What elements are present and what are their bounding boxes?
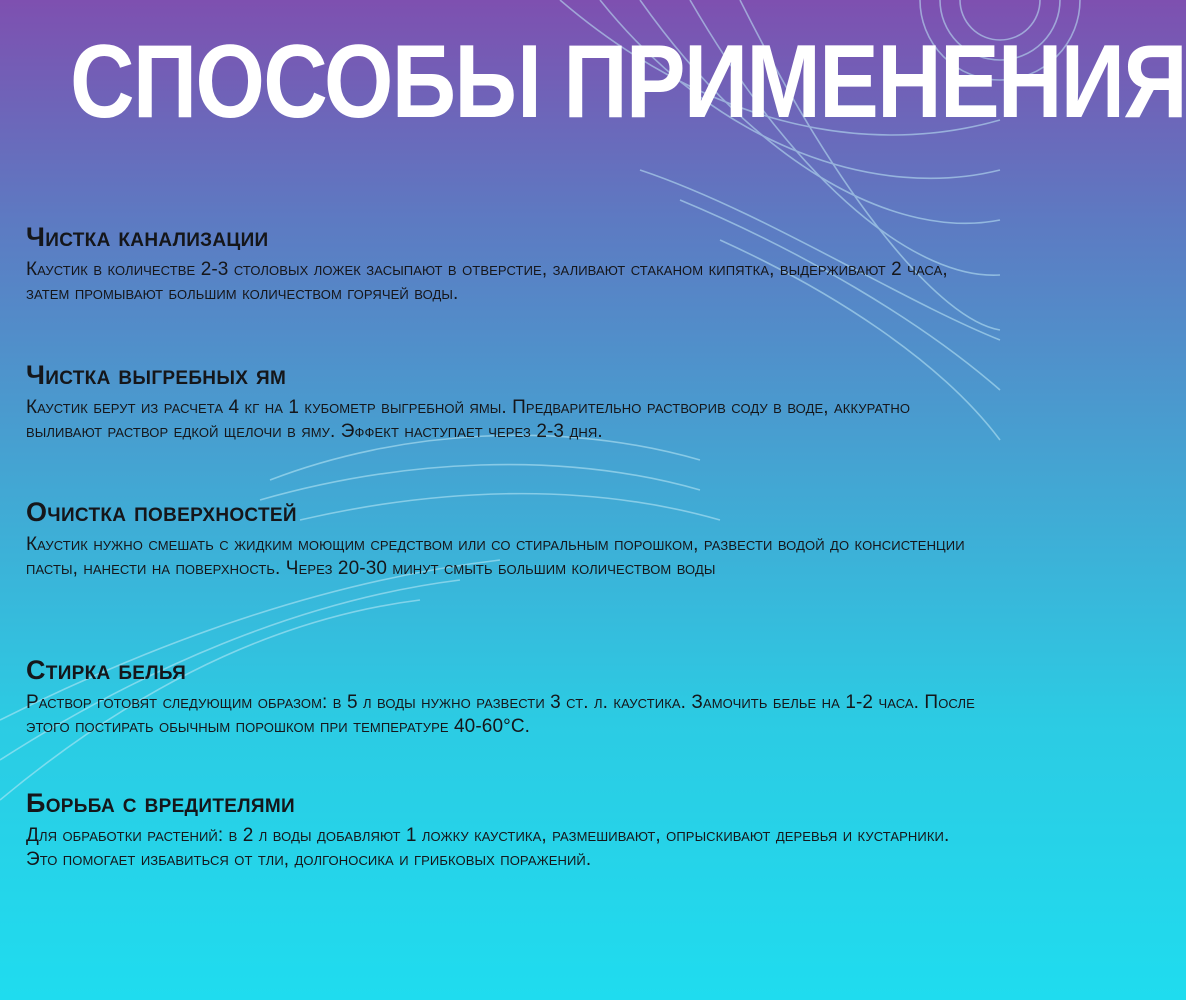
section-body: Каустик нужно смешать с жидким моющим средством или со стиральным порошком, развести водой до консистенции пасты, нанести на поверхность. Через 20-30 минут смыть большим количеством воды: [26, 534, 965, 579]
section-heading: Стирка белья: [26, 655, 187, 685]
section-heading: Борьба с вредителями: [26, 788, 295, 818]
section-heading: Очистка поверхностей: [26, 497, 297, 527]
section-body: Раствор готовят следующим образом: в 5 л воды нужно развести 3 ст. л. каустика. Замочить белье на 1-2 часа. После этого постирать обычным порошком при температуре 40-60°C.: [26, 692, 975, 737]
section-sewer-cleaning: [26, 222, 976, 306]
section-surface-cleaning: [26, 497, 976, 581]
page-title: СПОСОБЫ ПРИМЕНЕНИЯ: [70, 24, 1186, 140]
section-body: Каустик берут из расчета 4 кг на 1 кубометр выгребной ямы. Предварительно растворив соду в воде, аккуратно выливают раствор едкой щелочи в яму. Эффект наступает через 2-3 дня.: [26, 397, 911, 442]
section-pest-control: [26, 788, 976, 872]
section-heading: Чистка канализации: [26, 222, 269, 252]
section-cesspool-cleaning: [26, 360, 976, 444]
section-laundry: [26, 655, 976, 739]
section-body: Для обработки растений: в 2 л воды добавляют 1 ложку каустика, размешивают, опрыскивают деревья и кустарники. Это помогает избавиться от тли, долгоносика и грибковых поражений.: [26, 825, 950, 870]
section-body: Каустик в количестве 2-3 столовых ложек засыпают в отверстие, заливают стаканом кипятка, выдерживают 2 часа, затем промывают большим количеством горячей воды.: [26, 259, 948, 304]
section-heading: Чистка выгребных ям: [26, 360, 287, 390]
